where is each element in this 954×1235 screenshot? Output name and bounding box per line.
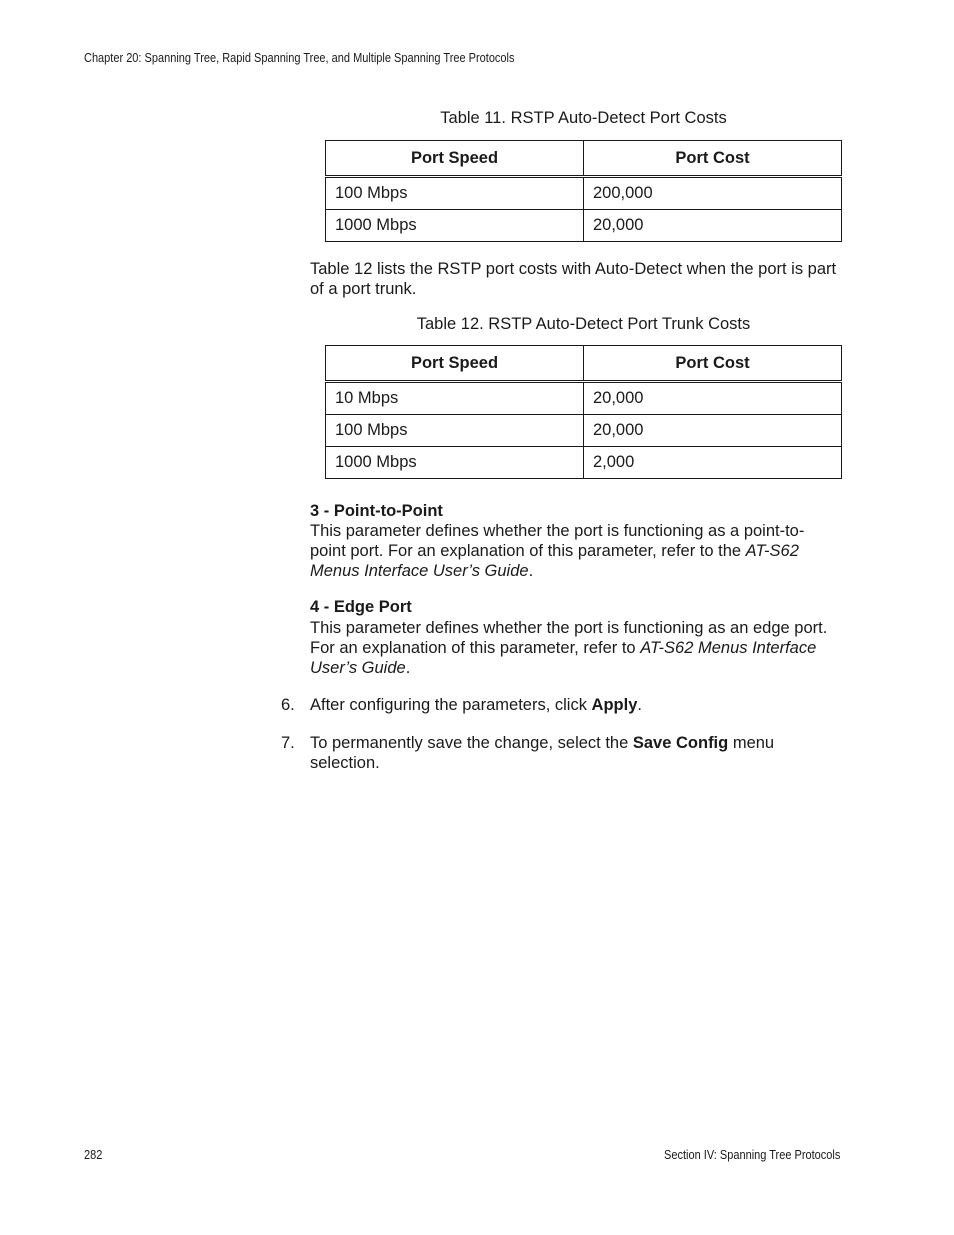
column-header-port-speed: Port Speed xyxy=(326,141,584,177)
point-to-point-heading: 3 - Point-to-Point xyxy=(310,502,443,520)
edge-port-guide-reference: AT-S62 Menus Interface User’s Guide xyxy=(310,639,817,677)
step-7-text xyxy=(310,733,810,773)
section-footer: Section IV: Spanning Tree Protocols xyxy=(663,1148,840,1162)
step-7-number: 7. xyxy=(281,734,295,752)
step-7-text-end: menu selection. xyxy=(310,734,775,772)
step-6-number: 6. xyxy=(281,696,295,714)
page-number: 282 xyxy=(84,1148,103,1162)
step-6-text-start: After configuring the parameters, click xyxy=(310,696,592,714)
edge-port-heading: 4 - Edge Port xyxy=(310,598,412,616)
column-header-port-cost: Port Cost xyxy=(584,141,842,177)
edge-port-text: This parameter defines whether the port is functioning as an edge port. For an explanation of this parameter, refer to xyxy=(310,619,828,657)
table-row xyxy=(326,177,842,210)
table-row xyxy=(326,210,842,242)
cell-port-cost: 20,000 xyxy=(584,415,842,447)
table-header-row xyxy=(326,346,842,382)
point-to-point-text: This parameter defines whether the port is functioning as a point-to-point port. For an explanation of this parameter, refer to the xyxy=(310,522,805,560)
table-12-intro: Table 12 lists the RSTP port costs with Auto-Detect when the port is part of a port trunk. xyxy=(310,260,837,298)
cell-port-speed: 10 Mbps xyxy=(326,382,584,415)
point-to-point-guide-reference: AT-S62 Menus Interface User’s Guide xyxy=(310,542,799,580)
cell-port-speed: 1000 Mbps xyxy=(326,447,584,479)
step-6-text xyxy=(310,695,850,715)
cell-port-speed: 1000 Mbps xyxy=(326,210,584,242)
apply-keyword: Apply xyxy=(591,696,638,714)
cell-port-speed: 100 Mbps xyxy=(326,415,584,447)
table-11 xyxy=(325,140,842,242)
cell-port-cost: 20,000 xyxy=(584,210,842,242)
edge-port-description xyxy=(310,618,845,678)
point-to-point-text-end: . xyxy=(528,562,534,580)
table-row xyxy=(326,415,842,447)
step-6-text-end: . xyxy=(637,696,642,714)
table-row xyxy=(326,447,842,479)
column-header-port-cost: Port Cost xyxy=(584,346,842,382)
cell-port-cost: 200,000 xyxy=(584,177,842,210)
cell-port-cost: 2,000 xyxy=(584,447,842,479)
save-config-keyword: Save Config xyxy=(632,734,729,752)
step-7-text-start: To permanently save the change, select the xyxy=(310,734,633,752)
table-row xyxy=(326,382,842,415)
edge-port-text-end: . xyxy=(405,659,411,677)
point-to-point-description xyxy=(310,521,840,581)
table-12-caption: Table 12. RSTP Auto-Detect Port Trunk Costs xyxy=(416,315,751,333)
column-header-port-speed: Port Speed xyxy=(326,346,584,382)
table-header-row xyxy=(326,141,842,177)
table-12 xyxy=(325,345,842,479)
cell-port-speed: 100 Mbps xyxy=(326,177,584,210)
running-header: Chapter 20: Spanning Tree, Rapid Spanning Tree, and Multiple Spanning Tree Protocols xyxy=(84,51,515,65)
table-11-caption: Table 11. RSTP Auto-Detect Port Costs xyxy=(440,109,727,127)
cell-port-cost: 20,000 xyxy=(584,382,842,415)
